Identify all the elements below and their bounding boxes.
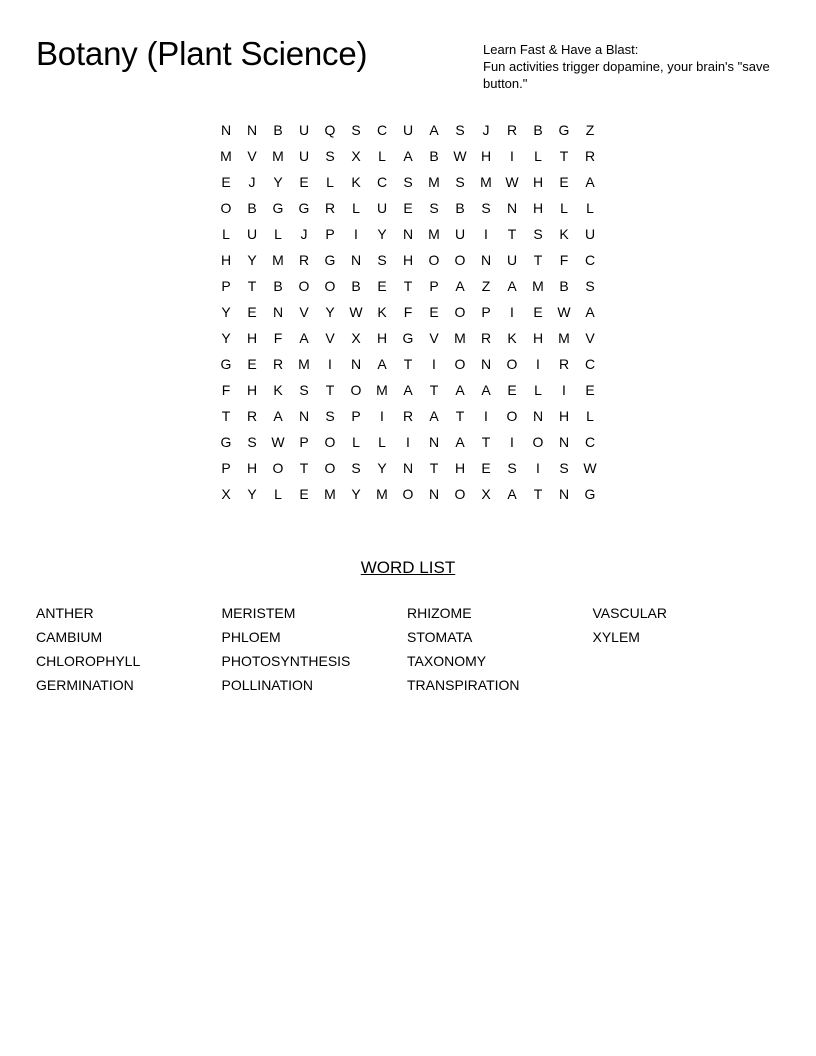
grid-letter: E (403, 200, 413, 216)
grid-letter: E (507, 382, 517, 398)
grid-letter: B (533, 122, 543, 138)
grid-letter: P (325, 226, 335, 242)
grid-letter: A (377, 356, 387, 372)
grid-letter: P (221, 460, 231, 476)
grid-letter: A (403, 382, 413, 398)
grid-letter: C (376, 122, 388, 138)
grid-letter: N (220, 122, 232, 138)
grid-letter: N (402, 226, 414, 242)
word-list-heading-text: WORD LIST (360, 558, 456, 577)
grid-letter: V (247, 148, 257, 164)
grid-letter: R (402, 408, 414, 424)
grid-letter: E (299, 486, 309, 502)
grid-letter: A (585, 174, 595, 190)
grid-letter: R (480, 330, 492, 346)
grid-letter: T (247, 278, 257, 294)
grid-letter: A (455, 382, 465, 398)
grid-letter: E (533, 304, 543, 320)
grid-letter: N (272, 304, 284, 320)
grid-letter: O (272, 460, 284, 476)
grid-letter: X (221, 486, 231, 502)
word-list-item: VASCULAR (592, 605, 667, 621)
word-list-item: TRANSPIRATION (407, 677, 520, 693)
grid-letter: O (428, 252, 440, 268)
grid-letter: Y (247, 252, 257, 268)
grid-letter: C (584, 252, 596, 268)
grid-letter: E (247, 356, 257, 372)
grid-letter: N (506, 200, 518, 216)
grid-letter: Y (377, 226, 387, 242)
grid-letter: T (429, 460, 439, 476)
grid-letter: A (507, 486, 517, 502)
grid-letter: S (533, 226, 543, 242)
grid-letter: O (350, 382, 362, 398)
grid-letter: P (481, 304, 491, 320)
word-list-heading (0, 557, 816, 579)
grid-letter: T (481, 434, 491, 450)
grid-letter: V (585, 330, 595, 346)
grid-letter: A (403, 148, 413, 164)
word-list-column (36, 601, 222, 697)
grid-letter: U (298, 122, 310, 138)
grid-letter: O (324, 434, 336, 450)
grid-letter: S (325, 148, 335, 164)
grid-letter: O (454, 304, 466, 320)
grid-letter: R (558, 356, 570, 372)
grid-letter: B (351, 278, 361, 294)
word-list-item: GERMINATION (36, 677, 134, 693)
grid-letter: W (505, 174, 519, 190)
grid-letter: Y (325, 304, 335, 320)
grid-letter: L (560, 200, 568, 216)
grid-letter: I (536, 460, 540, 476)
grid-letter: M (376, 486, 388, 502)
grid-letter: Q (324, 122, 336, 138)
word-list-item: CHLOROPHYLL (36, 653, 141, 669)
grid-letter: O (324, 460, 336, 476)
page-title: Botany (Plant Science) (36, 35, 368, 72)
grid-letter: N (402, 460, 414, 476)
tagline (483, 41, 783, 92)
grid-letter: P (351, 408, 361, 424)
grid-letter: A (429, 122, 439, 138)
grid-letter: O (506, 408, 518, 424)
grid-letter: A (429, 408, 439, 424)
word-list-item: ANTHER (36, 605, 94, 621)
grid-letter: C (376, 174, 388, 190)
grid-letter: L (274, 486, 282, 502)
grid-letter: O (454, 486, 466, 502)
grid-letter: U (402, 122, 414, 138)
grid-letter: A (273, 408, 283, 424)
word-list-item: TAXONOMY (407, 653, 487, 669)
grid-letter: I (328, 356, 332, 372)
grid-letter: A (585, 304, 595, 320)
grid-letter: H (246, 330, 258, 346)
grid-letter: M (298, 356, 310, 372)
grid-letter: G (584, 486, 596, 502)
grid-letter: S (455, 122, 465, 138)
grid-letter: M (272, 252, 284, 268)
grid-letter: I (484, 408, 488, 424)
grid-letter: F (273, 330, 283, 346)
grid-letter: N (246, 122, 258, 138)
grid-letter: U (246, 226, 258, 242)
tagline-text: Fun activities trigger dopamine, your brain's "save button." (483, 59, 770, 91)
grid-letter: W (349, 304, 363, 320)
word-list-column (407, 601, 593, 697)
grid-letter: T (325, 382, 335, 398)
grid-letter: S (351, 122, 361, 138)
grid-letter: N (532, 408, 544, 424)
grid-letter: N (558, 434, 570, 450)
grid-letter: M (454, 330, 466, 346)
grid-letter: H (246, 460, 258, 476)
grid-letter: W (557, 304, 571, 320)
grid-letter: M (532, 278, 544, 294)
grid-letter: K (273, 382, 283, 398)
grid-letter: X (351, 148, 361, 164)
word-list-item: CAMBIUM (36, 629, 103, 645)
grid-letter: M (428, 226, 440, 242)
grid-letter: I (354, 226, 358, 242)
grid-letter: S (559, 460, 569, 476)
grid-letter: A (481, 382, 491, 398)
grid-letter: N (428, 434, 440, 450)
grid-letter: H (246, 382, 258, 398)
grid-letter: H (220, 252, 232, 268)
grid-letter: S (325, 408, 335, 424)
grid-letter: K (351, 174, 361, 190)
grid-letter: I (536, 356, 540, 372)
grid-letter: N (480, 252, 492, 268)
grid-letter: B (455, 200, 465, 216)
grid-letter: W (271, 434, 285, 450)
grid-letter: B (273, 278, 283, 294)
grid-letter: S (351, 460, 361, 476)
grid-letter: P (429, 278, 439, 294)
grid-letter: K (377, 304, 387, 320)
grid-letter: X (481, 486, 491, 502)
grid-letter: S (585, 278, 595, 294)
grid-letter: L (222, 226, 230, 242)
grid-letter: P (221, 278, 231, 294)
grid-letter: Z (481, 278, 491, 294)
grid-letter: J (248, 174, 256, 190)
grid-letter: N (558, 486, 570, 502)
grid-letter: A (507, 278, 517, 294)
grid-letter: W (453, 148, 467, 164)
grid-letter: N (350, 252, 362, 268)
word-list-item: XYLEM (592, 629, 640, 645)
grid-letter: H (454, 460, 466, 476)
grid-letter: B (273, 122, 283, 138)
grid-letter: O (454, 252, 466, 268)
grid-letter: T (299, 460, 309, 476)
grid-letter: O (506, 356, 518, 372)
grid-letter: N (428, 486, 440, 502)
grid-letter: M (480, 174, 492, 190)
grid-letter: L (586, 408, 594, 424)
grid-letter: O (324, 278, 336, 294)
grid-letter: L (534, 382, 542, 398)
grid-letter: K (507, 330, 517, 346)
grid-letter: A (455, 434, 465, 450)
word-list-item: RHIZOME (407, 605, 472, 621)
grid-letter: R (298, 252, 310, 268)
grid-letter: S (481, 200, 491, 216)
grid-letter: U (584, 226, 596, 242)
grid-letter: Y (221, 330, 231, 346)
grid-letter: S (299, 382, 309, 398)
grid-letter: R (246, 408, 258, 424)
grid-letter: T (533, 486, 543, 502)
grid-letter: H (480, 148, 492, 164)
grid-letter: H (532, 330, 544, 346)
grid-letter: G (298, 200, 310, 216)
grid-letter: H (376, 330, 388, 346)
word-list-item: MERISTEM (221, 605, 296, 621)
grid-letter: S (377, 252, 387, 268)
grid-letter: C (584, 356, 596, 372)
grid-letter: U (506, 252, 518, 268)
grid-letter: G (402, 330, 414, 346)
grid-letter: L (378, 434, 386, 450)
grid-letter: O (220, 200, 232, 216)
grid-letter: E (299, 174, 309, 190)
grid-letter: N (350, 356, 362, 372)
grid-letter: E (585, 382, 595, 398)
grid-letter: R (584, 148, 596, 164)
grid-letter: I (562, 382, 566, 398)
grid-letter: Y (273, 174, 283, 190)
grid-letter: L (326, 174, 334, 190)
grid-letter: L (352, 200, 360, 216)
grid-letter: F (403, 304, 413, 320)
grid-letter: U (298, 148, 310, 164)
grid-letter: O (298, 278, 310, 294)
grid-letter: G (558, 122, 570, 138)
grid-letter: E (377, 278, 387, 294)
grid-letter: T (533, 252, 543, 268)
grid-letter: B (429, 148, 439, 164)
grid-letter: M (376, 382, 388, 398)
grid-letter: P (299, 434, 309, 450)
word-list (36, 601, 778, 697)
tagline-heading: Learn Fast & Have a Blast: (483, 42, 639, 57)
grid-letter: N (298, 408, 310, 424)
grid-letter: J (300, 226, 308, 242)
grid-letter: N (480, 356, 492, 372)
word-list-item: PHLOEM (221, 629, 281, 645)
grid-letter: W (583, 460, 597, 476)
grid-letter: Y (247, 486, 257, 502)
grid-letter: I (484, 226, 488, 242)
grid-letter: L (274, 226, 282, 242)
grid-letter: T (403, 356, 413, 372)
word-list-column (222, 601, 408, 697)
grid-letter: M (324, 486, 336, 502)
grid-letter: L (378, 148, 386, 164)
grid-letter: R (324, 200, 336, 216)
grid-letter: O (532, 434, 544, 450)
word-list-item: STOMATA (407, 629, 473, 645)
grid-letter: L (352, 434, 360, 450)
grid-letter: S (507, 460, 517, 476)
grid-letter: M (558, 330, 570, 346)
grid-letter: I (432, 356, 436, 372)
word-list-column (593, 601, 779, 697)
grid-letter: A (299, 330, 309, 346)
grid-letter: C (584, 434, 596, 450)
grid-letter: F (221, 382, 231, 398)
grid-letter: V (299, 304, 309, 320)
grid-letter: T (507, 226, 517, 242)
grid-letter: I (406, 434, 410, 450)
grid-letter: R (272, 356, 284, 372)
grid-letter: I (380, 408, 384, 424)
grid-letter: H (558, 408, 570, 424)
grid-letter: T (403, 278, 413, 294)
grid-letter: M (428, 174, 440, 190)
grid-letter: L (586, 200, 594, 216)
grid-letter: U (454, 226, 466, 242)
grid-letter: T (455, 408, 465, 424)
grid-letter: A (455, 278, 465, 294)
grid-letter: E (221, 174, 231, 190)
grid-letter: S (429, 200, 439, 216)
grid-letter: M (220, 148, 232, 164)
grid-letter: G (272, 200, 284, 216)
word-list-item: PHOTOSYNTHESIS (221, 653, 351, 669)
grid-letter: F (559, 252, 569, 268)
grid-letter: H (402, 252, 414, 268)
grid-letter: U (376, 200, 388, 216)
grid-letter: I (510, 304, 514, 320)
grid-letter: K (559, 226, 569, 242)
grid-letter: E (247, 304, 257, 320)
grid-letter: Y (377, 460, 387, 476)
grid-letter: G (220, 356, 232, 372)
grid-letter: H (532, 200, 544, 216)
grid-letter: T (429, 382, 439, 398)
grid-letter: E (429, 304, 439, 320)
grid-letter: S (247, 434, 257, 450)
grid-letter: E (559, 174, 569, 190)
grid-letter: J (482, 122, 490, 138)
grid-letter: R (506, 122, 518, 138)
grid-letter: G (324, 252, 336, 268)
grid-letter: O (454, 356, 466, 372)
grid-letter: B (247, 200, 257, 216)
grid-letter: I (510, 434, 514, 450)
grid-letter: O (402, 486, 414, 502)
grid-letter: Y (351, 486, 361, 502)
grid-letter: S (455, 174, 465, 190)
grid-letter: L (534, 148, 542, 164)
grid-letter: H (532, 174, 544, 190)
word-list-item: POLLINATION (221, 677, 314, 693)
grid-letter: V (429, 330, 439, 346)
grid-letter: T (559, 148, 569, 164)
grid-letter: S (403, 174, 413, 190)
grid-letter: B (559, 278, 569, 294)
grid-letter: X (351, 330, 361, 346)
grid-letter: E (481, 460, 491, 476)
grid-letter: I (510, 148, 514, 164)
grid-letter: T (221, 408, 231, 424)
grid-letter: Y (221, 304, 231, 320)
grid-letter: M (272, 148, 284, 164)
grid-letter: V (325, 330, 335, 346)
grid-letter: G (220, 434, 232, 450)
word-search-grid (213, 117, 603, 507)
grid-letter: Z (585, 122, 595, 138)
